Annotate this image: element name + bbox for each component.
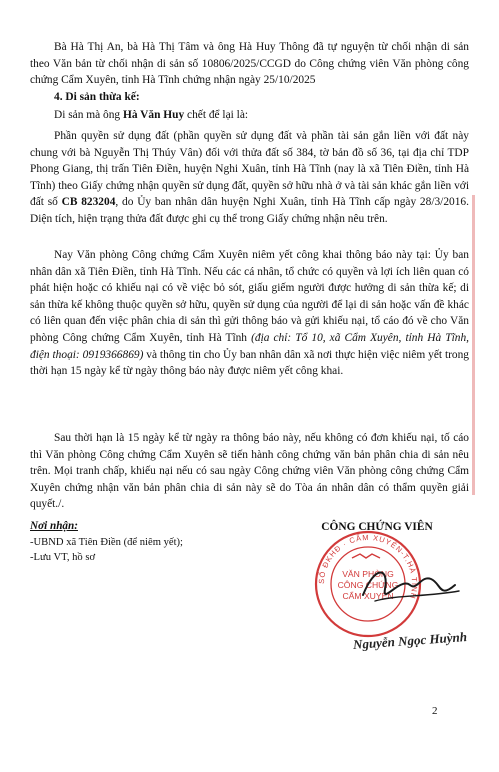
recipient-item: -Lưu VT, hồ sơ: [30, 552, 96, 563]
notice-text: Nay Văn phòng Công chứng Cẩm Xuyên niêm yết công khai thông báo này tại: Ủy ban nhân dân xã Tiên Điền, tỉnh Hà Tĩnh. Nếu các cá nhân, tổ chức có quyền và lợi ích liên quan có phát hiện hoặc có khiếu nại có về việc bỏ sót, giấu giếm người được hưởng di sản thừa kế; di sản thừa kế không thuộc quyền sở hữu, quyền sử dụng của người để lại di sản hoặc vấn đề khác có liên quan đến việc phân chia di sản thì gửi thông báo và gửi khiếu nại, tổ cáo đó về cho Văn phòng Công chứng Cẩm Xuyên, tỉnh Hà Tĩnh: [30, 249, 469, 344]
stamp-line: CÔNG CHỨNG: [337, 580, 399, 590]
notice-paragraph: [30, 247, 469, 380]
closing-paragraph: Sau thời hạn là 15 ngày kể từ ngày ra thông báo này, nếu không có đơn khiếu nại, tố cáo thì Văn phòng Công chứng Cẩm Xuyên sẽ tiến hành công chứng văn bản phân chia di sản nêu trên. Mọi tranh chấp, khiếu nại nếu có sau ngày Công chứng viên Văn phòng công chứng Cẩm Xuyên chứng nhận văn bản phân chia di sản này sẽ do Tòa án nhân dân có thẩm quyền giải quyết./.: [30, 432, 469, 511]
section-4-heading: 4. Di sản thừa kế:: [54, 91, 140, 103]
estate-detail-text: Phần quyền sử dụng đất (phần quyền sử dụng đất và phần tài sản gắn liền với đất này chung với bà Nguyễn Thị Thúy Vân) đối với thửa đất số 384, tờ bản đồ số 36, tại địa chỉ TDP Phong Giang, thị trấn Tiên Điền, huyện Nghi Xuân, tỉnh Hà Tĩnh (nay là xã Tiên Điền, tỉnh Hà Tĩnh) theo Giấy chứng nhận quyền sử dụng đất, quyền sở hữu nhà ở và tài sản khác gắn liền với đất số: [30, 130, 469, 209]
stamp-ring-text: SỐ ĐKHĐ · CẨM XUYÊN-T.HÀ TĨNH: [316, 532, 420, 601]
certificate-number: CB 823204: [61, 196, 116, 209]
signer-name: Nguyễn Ngọc Huỳnh: [352, 629, 468, 652]
office-address: (địa chỉ: Tổ 10, xã Cẩm Xuyên, tỉnh Hà Tĩnh, điện thoại: 0919366869): [30, 331, 469, 361]
notice-tail: và thông tin cho Ủy ban nhân dân xã nơi thực hiện việc niêm yết trong thời hạn 15 ngày kể từ ngày thông báo này được niêm yết công khai.: [30, 348, 469, 378]
intro-paragraph: Bà Hà Thị An, bà Hà Thị Tâm và ông Hà Huy Thông đã tự nguyện từ chối nhận di sản theo Văn bản từ chối nhận di sản số 10806/2025/CCGD do Công chứng viên Văn phòng công chứng Cẩm Xuyên, tỉnh Hà Tĩnh chứng nhận ngày 25/10/2025: [30, 41, 469, 87]
signature-title: CÔNG CHỨNG VIÊN: [321, 521, 433, 533]
recipients-title: Nơi nhận:: [30, 520, 78, 532]
page-number: 2: [432, 705, 438, 717]
estate-intro-post: chết để lại là:: [184, 109, 249, 121]
recipient-item: -UBND xã Tiên Điền (để niêm yết);: [30, 536, 183, 548]
stamp-line: VĂN PHÒNG: [342, 569, 394, 579]
estate-intro: [30, 107, 469, 124]
deceased-name: Hà Văn Huy: [122, 109, 185, 121]
handwritten-signature: [355, 555, 465, 620]
stamp-line: CẨM XUYÊN: [342, 591, 394, 601]
estate-detail-paragraph: [30, 128, 469, 228]
seal-edge-mark: [472, 195, 475, 495]
estate-intro-pre: Di sản mà ông: [54, 109, 123, 121]
recipients-block: [30, 519, 230, 566]
estate-detail-tail: , do Ủy ban nhân dân huyện Nghi Xuân, tỉnh Hà Tĩnh cấp ngày 28/3/2016. Diện tích, hiện trạng thửa đất được ghi cụ thể trong Giấy chứng nhận nêu trên.: [30, 196, 469, 225]
